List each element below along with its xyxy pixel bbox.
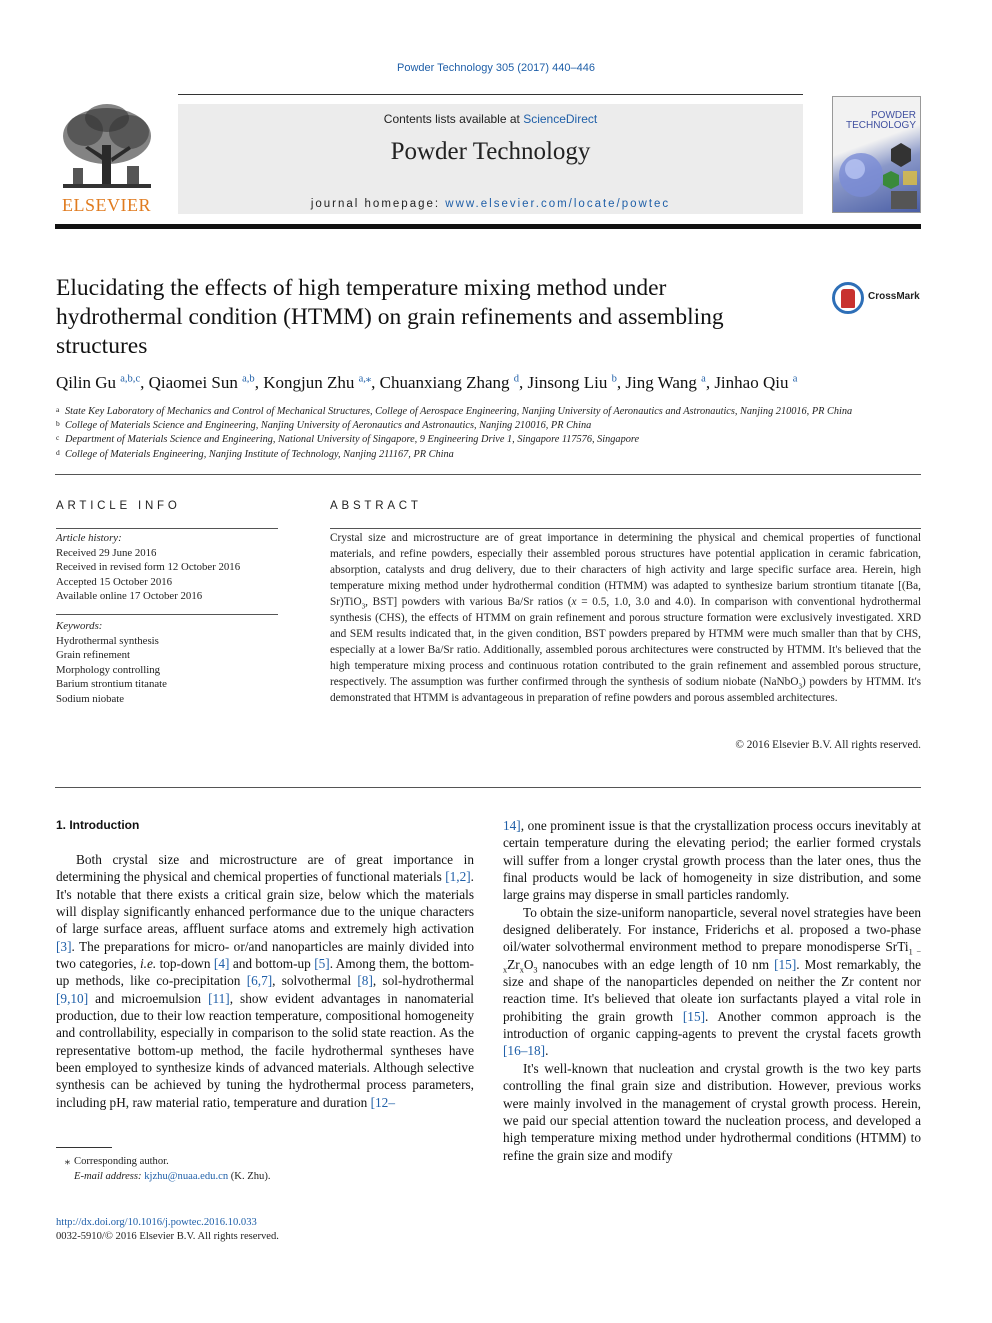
reference-link[interactable]: [15]: [682, 1008, 706, 1024]
history-item: Available online 17 October 2016: [56, 590, 203, 602]
author-separator: ,: [705, 373, 715, 392]
paragraph: Both crystal size and microstructure are of great importance in determining the physical and chemical properties of functional materials [1,2]. It's notable that there exists a critical grain size, below which the materials will display significantly enhanced performance due to the unique characters of large surface areas, affluent surface atoms and extremely high activation [3]. The preparations for micro- or/and nanoparticles are mainly divided into two categories, i.e. top-down [4] and bottom-up [5]. Among them, the bottom-up methods, like co-precipitation [6,7], solvothermal [8], sol-hydrothermal [9,10] and microemulsion [11], show evident advantages in nanomaterial production, due to their low reaction temperature, compositional homogeneity and controllability, especially in comparison to the solid state reaction. As the representative bottom-up method, the facile hydrothermal syntheses have been employed to synthesize kinds of advanced materials. Although selective synthesis can be achieved by tuning the hydrothermal process parameters, including pH, raw material ratio, temperature and duration [12–: [56, 852, 475, 1110]
email-label: E-mail address:: [74, 1171, 142, 1182]
reference-link[interactable]: [12–: [370, 1094, 395, 1110]
reference-link[interactable]: [16–18]: [503, 1043, 546, 1059]
homepage-prefix: journal homepage:: [310, 198, 446, 210]
history-label: Article history:: [56, 532, 122, 544]
affiliation-key: d: [56, 447, 60, 457]
journal-citation-link[interactable]: Powder Technology 305 (2017) 440–446: [397, 62, 595, 74]
author-affiliation-marker[interactable]: b: [611, 373, 617, 385]
divider: [330, 528, 921, 529]
author-affiliation-marker[interactable]: d: [513, 373, 520, 385]
author-name: Jinsong Liu: [527, 373, 612, 392]
cover-title-line-2: TECHNOLOGY: [845, 120, 916, 131]
footnotes: [56, 1154, 476, 1184]
paragraph: To obtain the size-uniform nanoparticle, several novel strategies have been designed deliberately. For instance, Friderichs et al. proposed a two-phase oil/water solvothermal environment method to prepare monodisperse $SrTi_{1 - x}Zr_xO_3$ nanocubes with an edge length of 10 nm [15]. Most remarkably, the size and shape of the nanoparticles depended on neither the Zr content nor reaction time. It's believed that oleate ion surfactants played a vital role in prohibiting the grain growth [15]. Another common approach is the introduction of organic capping-agents to prevent the crystal facets growth [16–18].: [503, 904, 922, 1059]
author-separator: ,: [519, 373, 528, 392]
article-history: [56, 531, 278, 604]
keyword-item: Barium strontium titanate: [56, 678, 167, 690]
affiliation-text: State Key Laboratory of Mechanics and Control of Mechanical Structures, College of Aerospace Engineering, Nanjing University of Aeronautics and Astronautics, Nanjing 210016, PR China: [65, 406, 853, 417]
affiliation-item: [56, 433, 926, 447]
author-affiliation-marker[interactable]: a: [701, 373, 706, 385]
homepage-link[interactable]: www.elsevier.com/locate/powtec: [445, 198, 671, 210]
affiliation-text: College of Materials Engineering, Nanjing Institute of Technology, Nanjing 211167, PR China: [65, 448, 454, 460]
footnote-rule: [56, 1147, 112, 1148]
reference-link[interactable]: [5]: [314, 956, 330, 972]
sciencedirect-link[interactable]: ScienceDirect: [523, 112, 598, 126]
reference-link[interactable]: 14]: [503, 818, 521, 833]
corresponding-author-note: ⁎ Corresponding author.: [56, 1154, 476, 1169]
abstract-heading: ABSTRACT: [330, 500, 422, 512]
contents-line: [178, 112, 803, 126]
divider: [56, 528, 278, 529]
reference-link[interactable]: [15]: [774, 956, 797, 972]
masthead-bottom-rule: [55, 224, 921, 229]
divider: [55, 474, 921, 475]
body-column-right: [503, 817, 921, 1164]
keyword-item: Sodium niobate: [56, 692, 125, 705]
keywords: [56, 619, 278, 706]
author-name: Chuanxiang Zhang: [379, 373, 514, 392]
reference-link[interactable]: [1,2]: [445, 869, 471, 885]
author-separator: ,: [140, 373, 149, 392]
journal-banner: [178, 104, 803, 214]
cover-title-line-1: POWDER: [871, 110, 916, 121]
author-affiliation-marker[interactable]: a,⁎: [358, 373, 372, 385]
abstract-text: Crystal size and microstructure are of great importance in determining the physical and chemical properties of functional materials, and refine powders, especially their assembled porous structures have potential application in ceramic fabrication, absorption, catalysts and drug delivery, due to their characters of high activity and large specific surface area. Herein, high temperature mixing method under hydrothermal condition (HTMM) was adapted to synthesize barium strontium titanate [(Ba, Sr)TiO$_3$, BST] powders with various Ba/Sr ratios (x = 0.5, 1.0, 3.0 and 4.0). In comparison with conventional hydrothermal synthesis (CHS), the effects of HTMM on grain refinement and porous structure formation were exclusively investigated. XRD and SEM results indicated that, in the given condition, BST powders prepared by HTMM were much smaller than that by CHS, especially at a lower Ba/Sr ratio. Additionally, assembled porous architectures were constructed by HTMM. It's believed that the high temperature mixing process and continuous rotation contributed to the grain refinement and assembled porous structure, respectively. The assumption was further confirmed through the synthesis of sodium niobate (NaNbO$_3$) powders by HTMM. It's demonstrated that HTMM is advantageous in preparation of refine powders and porous assembled architectures.: [330, 532, 921, 704]
subscript: x: [519, 965, 524, 975]
history-item: Accepted 15 October 2016: [56, 575, 173, 588]
author-separator: ,: [616, 373, 626, 392]
author-list: [56, 373, 926, 393]
keyword-item: Hydrothermal synthesis: [56, 634, 159, 647]
contents-prefix: Contents lists available at: [383, 112, 524, 126]
affiliation-key: a: [56, 405, 60, 414]
affiliation-item: [56, 405, 926, 419]
italic-text: i.e.: [139, 956, 157, 972]
author-name: Qiaomei Sun: [148, 373, 243, 392]
history-item: Received in revised form 12 October 2016: [56, 561, 241, 573]
affiliation-item: [56, 448, 926, 462]
divider: [56, 614, 278, 615]
article-info-heading: ARTICLE INFO: [56, 500, 181, 512]
reference-link[interactable]: [8]: [357, 973, 373, 989]
keyword-item: Grain refinement: [56, 649, 131, 661]
affiliation-text: College of Materials Science and Engineering, Nanjing University of Aeronautics and Astronautics, Nanjing 210016, PR China: [65, 420, 592, 432]
paper-title: Elucidating the effects of high temperature mixing method under hydrothermal condition (HTMM) on grain refinements and assembling structures: [56, 275, 724, 359]
subscript: 1 − x: [503, 948, 921, 975]
homepage-line: [178, 198, 803, 210]
reference-link[interactable]: [3]: [56, 938, 72, 954]
affiliation-key: c: [56, 433, 60, 443]
paragraph: 14], one prominent issue is that the crystallization process occurs inevitably at certain temperature during the elevating period; the earlier formed crystals will suffer from a longer crystal growth process than the later ones, thus the final products would be lack of homogeneity in size distribution, and some large grains may disperse in small particles randomly.: [503, 818, 921, 903]
affiliation-list: [56, 405, 926, 462]
issn-line: 0032-5910/© 2016 Elsevier B.V. All rights reserved.: [56, 1231, 279, 1242]
keyword-list: [56, 634, 278, 707]
author-name: Qilin Gu: [56, 373, 121, 392]
author-name: Kongjun Zhu: [263, 373, 359, 392]
subscript: 3: [533, 965, 538, 975]
crossmark-button[interactable]: [832, 282, 924, 316]
journal-cover-image[interactable]: [832, 96, 921, 213]
affiliation-key: b: [56, 419, 60, 429]
divider: [55, 787, 921, 788]
author-name: Jinhao Qiu: [714, 373, 793, 392]
section-heading: 1. Introduction: [56, 818, 140, 832]
author-affiliation-marker[interactable]: a: [792, 373, 798, 385]
reference-link[interactable]: [6,7]: [246, 973, 273, 989]
paragraph: It's well-known that nucleation and crystal growth is the two key parts controlling the final grain size and distribution. However, previous works were mainly involved in the management of crystal growth process. Herein, we paid our special attention toward the nucleation process, and developed a high temperature mixing method under hydrothermal conditions (HTMM) to refine the grain size and modify: [503, 1060, 921, 1163]
keywords-label: Keywords:: [56, 620, 103, 632]
reference-link[interactable]: [4]: [213, 956, 230, 972]
masthead-top-rule: [178, 94, 803, 95]
affiliation-item: [56, 419, 926, 433]
author-separator: ,: [371, 373, 380, 392]
reference-link[interactable]: [9,10]: [56, 990, 89, 1006]
affiliation-text: Department of Materials Science and Engineering, National University of Singapore, 9 Engineering Drive 1, Singapore 117576, Singapore: [65, 434, 640, 446]
author-separator: ,: [254, 373, 264, 392]
corresponding-star: ⁎: [64, 1156, 70, 1167]
crossmark-icon: [832, 282, 864, 314]
doi-link[interactable]: http://dx.doi.org/10.1016/j.powtec.2016.10.033: [56, 1217, 257, 1228]
elsevier-wordmark[interactable]: ELSEVIER: [62, 195, 151, 215]
journal-name: Powder Technology: [390, 138, 591, 165]
author-name: Jing Wang: [625, 373, 702, 392]
email-note: E-mail address: kjzhu@nuaa.edu.cn (K. Zhu).: [74, 1171, 271, 1182]
abstract-copyright: © 2016 Elsevier B.V. All rights reserved.: [735, 739, 921, 751]
author-affiliation-marker[interactable]: a,b: [242, 373, 255, 385]
email-link[interactable]: kjzhu@nuaa.edu.cn: [144, 1171, 229, 1182]
crossmark-label: CrossMark: [868, 291, 920, 302]
keyword-item: Morphology controlling: [56, 663, 161, 676]
author-affiliation-marker[interactable]: a,b,c: [120, 373, 141, 385]
history-list: [56, 546, 278, 604]
history-item: Received 29 June 2016: [56, 546, 157, 559]
body-column-left: [56, 851, 474, 1111]
reference-link[interactable]: [11]: [208, 990, 230, 1006]
